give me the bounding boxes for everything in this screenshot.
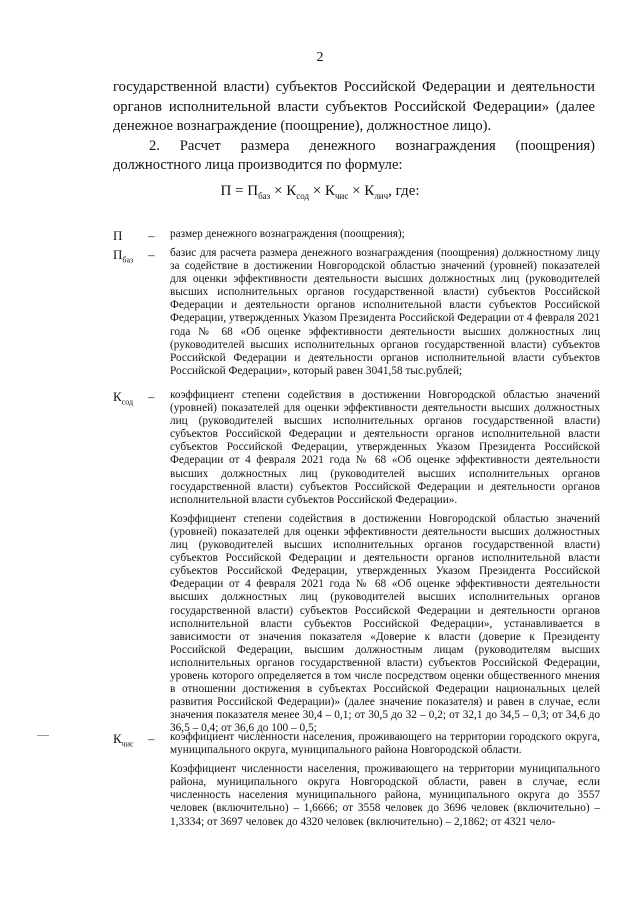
- definition-symbol: $К_{сод}$: [113, 389, 134, 407]
- intro-paragraph-2: 2. Расчет размера денежного вознаграждения (поощрения) должностного лица производится по формуле:: [113, 137, 595, 174]
- definition-symbol: П: [113, 228, 123, 243]
- formula-sub-baz: баз: [258, 191, 271, 201]
- formula-k2: × К: [309, 183, 335, 199]
- definition-extra: Коэффициент численности населения, проживающего на территории муниципального района, муниципального округа Новгородской области, равен в случае, если численность населения муниципального района, муниципального округа до 3557 человек (включительно) – 1,6666; от 3558 человек до 3696 человек (включительно) – 1,3334; от 3697 человек до 4320 человек (включительно) – 2,1862; от 4321 чело-: [170, 763, 600, 828]
- page-number: 2: [316, 50, 324, 65]
- formula-lhs: П = П: [220, 183, 259, 199]
- definition-body: коэффициент степени содействия в достижении Новгородской областью значений (уровней) показателей для оценки эффективности деятельности высших должностных лиц (руководителей высших исполнительных органов государственной власти) субъектов Российской Федерации и деятельности органов исполнительной власти субъектов Российской Федерации, утвержденных Указом Президента Российской Федерации от 4 февраля 2021 года № 68 «Об оценке эффективности деятельности высших должностных лиц (руководителей высших исполнительных органов государственной власти) субъектов Российской Федерации и деятельности органов исполнительной власти субъектов Российской Федерации».: [170, 389, 600, 506]
- formula-sub-sod: сод: [296, 191, 310, 201]
- formula-sub-chis: чис: [335, 191, 349, 201]
- intro-paragraph-1: государственной власти) субъектов Российской Федерации и деятельности органов исполнительной власти субъектов Российской Федерации» (далее денежное вознаграждение (поощрение), должностное лицо).: [113, 79, 595, 135]
- definition-text: [170, 247, 600, 378]
- intro-section: [113, 78, 595, 176]
- formula: [0, 183, 640, 201]
- definition-text: [170, 228, 600, 241]
- margin-mark: [37, 735, 49, 736]
- definition-symbol: $К_{чис}$: [113, 731, 134, 749]
- formula-sub-lich: лич: [374, 191, 389, 201]
- formula-tail: , где:: [388, 183, 420, 199]
- definition-dash: –: [148, 731, 155, 746]
- definition-symbol: $П_{баз}$: [113, 247, 134, 265]
- formula-k1: × К: [270, 183, 297, 199]
- definition-body: базис для расчета размера денежного вознаграждения (поощрения) должностному лицу за содействие в достижении Новгородской областью значений (уровней) показателей для оценки эффективности деятельности высших должностных лиц (руководителей высших исполнительных органов государственной власти) субъектов Российской Федерации и деятельности органов исполнительной власти субъектов Российской Федерации, утвержденных Указом Президента Российской Федерации от 4 февраля 2021 года № 68 «Об оценке эффективности деятельности высших должностных лиц (руководителей высших исполнительных органов государственной власти) субъектов Российской Федерации и деятельности органов исполнительной власти субъектов Российской Федерации», который равен 3041,58 тыс.рублей;: [170, 247, 600, 377]
- definition-body: размер денежного вознаграждения (поощрения);: [170, 228, 405, 240]
- definition-text: [170, 731, 600, 829]
- definition-body: коэффициент численности населения, проживающего на территории городского округа, муниципального округа, муниципального района Новгородской области.: [170, 731, 600, 757]
- definition-extra: Коэффициент степени содействия в достижении Новгородской областью значений (уровней) показателей для оценки эффективности деятельности высших должностных лиц (руководителей высших исполнительных органов государственной власти) субъектов Российской Федерации и деятельности органов исполнительной власти субъектов Российской Федерации, утвержденных Указом Президента Российской Федерации от 4 февраля 2021 года № 68 «Об оценке эффективности деятельности высших должностных лиц (руководителей высших исполнительных органов государственной власти) субъектов Российской Федерации и деятельности органов исполнительной власти субъектов Российской Федерации», устанавливается в зависимости от значения показателя «Доверие к власти (доверие к Президенту Российской Федерации, высшим должностным лицам (руководителям высших исполнительных органов государственной власти) субъектов Российской Федерации, уровень которого определяется в том числе посредством оценки общественного мнения в отношении достижения в субъектах Российской Федерации национальных целей развития Российской Федерации)» (далее значение показателя) и равен в случае, если значения показателя менее 30,4 – 0,1; от 30,5 до 32 – 0,2; от 32,1 до 34,5 – 0,3; от 34,6 до 36,5 – 0,4; от 36,6 до 100 – 0,5;: [170, 512, 600, 735]
- definition-dash: –: [148, 389, 155, 404]
- definition-text: [170, 389, 600, 735]
- definition-dash: –: [148, 247, 155, 262]
- formula-k3: × К: [348, 183, 375, 199]
- definition-dash: –: [148, 228, 155, 243]
